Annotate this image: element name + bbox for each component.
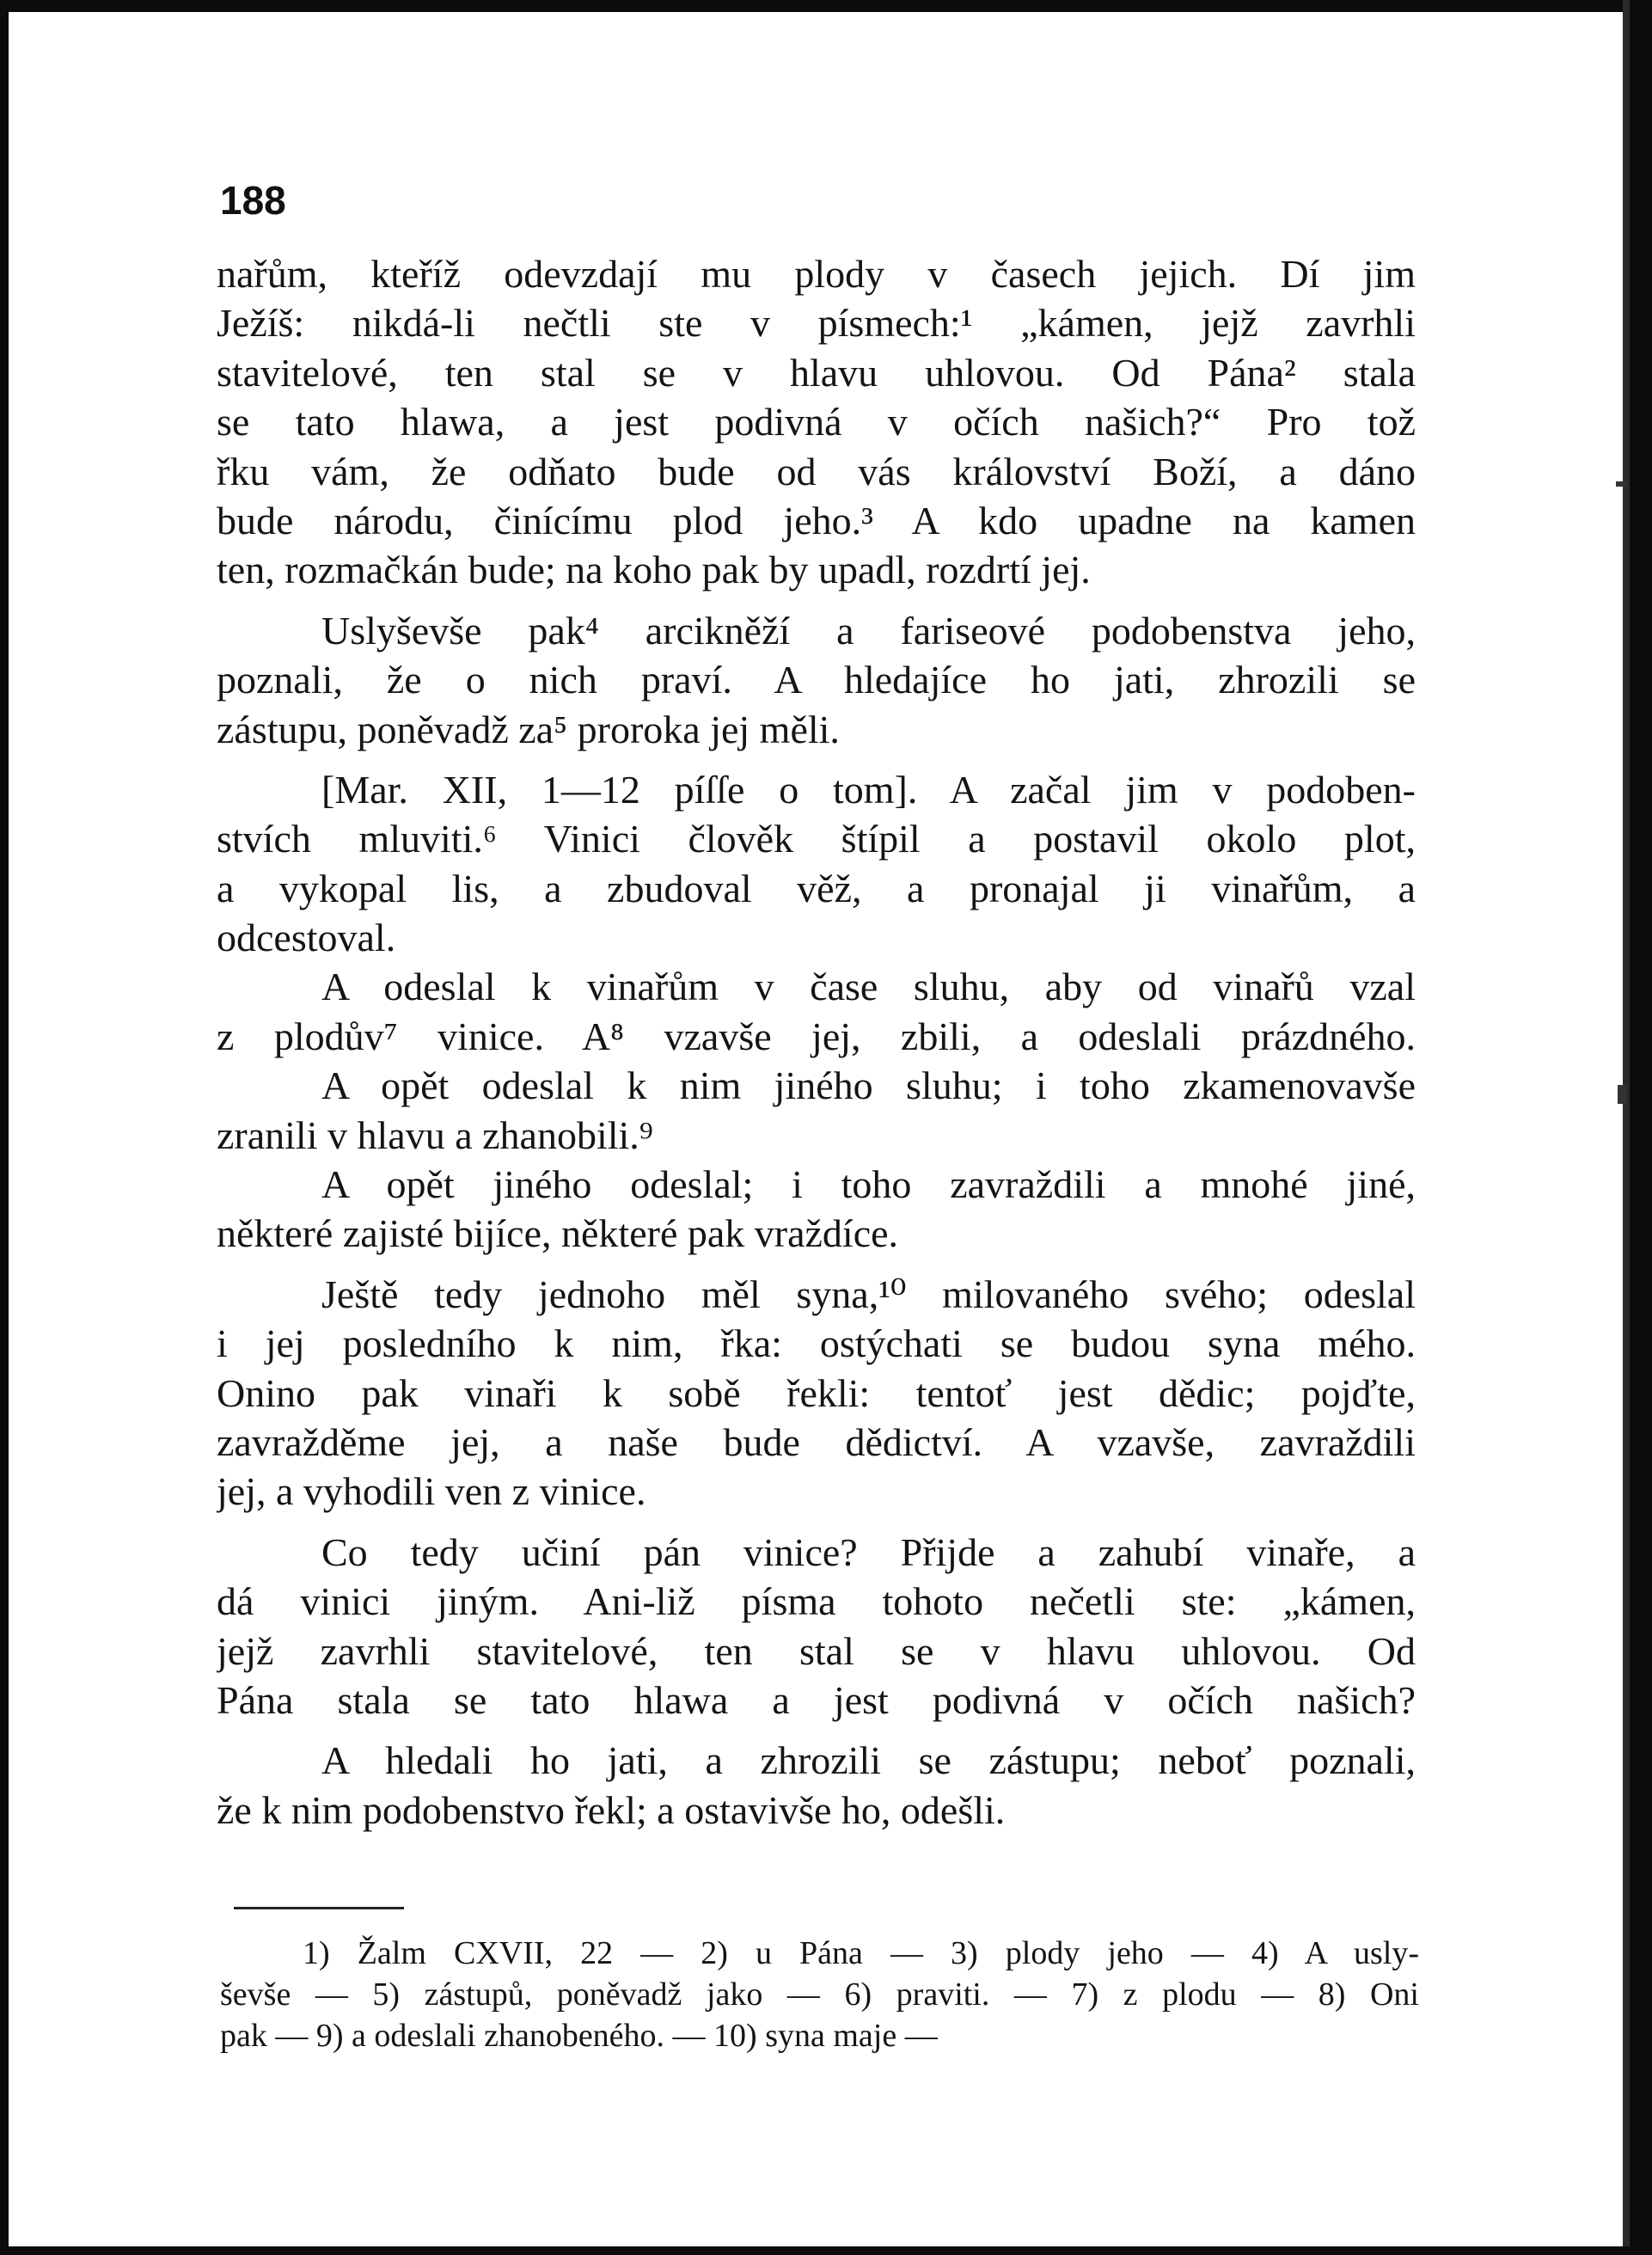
text-line: nařům, kteříž odevzdají mu plody v časech jejich. Dí jim bbox=[217, 252, 1416, 296]
text-line: Ještě tedy jednoho měl syna,¹⁰ milovaného svého; odeslal bbox=[321, 1272, 1416, 1316]
text-line: Pána stala se tato hlawa a jest podivná v očích našich? bbox=[217, 1677, 1416, 1722]
text-line: i jej posledního k nim, řka: ostýchati se budou syna mého. bbox=[217, 1321, 1416, 1366]
body-text bbox=[217, 249, 1416, 1835]
text-line: se tato hlawa, a jest podivná v očích našich?“ Pro tož bbox=[217, 400, 1416, 444]
text-line: a vykopal lis, a zbudoval věž, a pronajal ji vinařům, a bbox=[217, 866, 1416, 910]
scan-border-right-inner bbox=[1623, 0, 1630, 2255]
text-line: A hledali ho jati, a zhrozili se zástupu; neboť poznali, bbox=[321, 1738, 1416, 1783]
scan-border-top bbox=[0, 0, 1652, 12]
text-line: A opět jiného odeslal; i toho zavraždili a mnohé jiné, bbox=[321, 1162, 1416, 1207]
footnote-rule bbox=[234, 1907, 404, 1909]
text-line: odcestoval. bbox=[217, 916, 396, 960]
scan-border-right bbox=[1630, 0, 1652, 2255]
text-line: Uslyševše pak⁴ arcikněží a fariseové podobenstva jeho, bbox=[321, 608, 1416, 653]
text-line: [Mar. XII, 1—12 píſſe o tom]. A začal jim v podoben- bbox=[321, 767, 1416, 812]
footnotes bbox=[220, 1933, 1419, 2056]
footnote-line: pak — 9) a odeslali zhanobeného. — 10) syna maje — bbox=[220, 2018, 938, 2054]
text-line: z plodův⁷ vinice. A⁸ vzavše jej, zbili, a odeslali prázdného. bbox=[217, 1014, 1416, 1058]
text-line: dá vinici jiným. Ani-liž písma tohoto nečetli ste: „kámen, bbox=[217, 1579, 1416, 1624]
text-line: poznali, že o nich praví. A hledajíce ho jati, zhrozili se bbox=[217, 658, 1416, 702]
text-line: stvích mluviti.⁶ Vinici člověk štípil a postavil okolo plot, bbox=[217, 817, 1416, 861]
text-line: některé zajisté bijíce, některé pak vraždíce. bbox=[217, 1211, 899, 1256]
edge-mark bbox=[1618, 1085, 1626, 1104]
edge-mark bbox=[1616, 481, 1626, 487]
text-line: stavitelové, ten stal se v hlavu uhlovou. Od Pána² stala bbox=[217, 350, 1416, 395]
footnote-line: 1) Žalm CXVII, 22 — 2) u Pána — 3) plody jeho — 4) A usly- bbox=[303, 1935, 1419, 1971]
footnote-line: ševše — 5) zástupů, poněvadž jako — 6) praviti. — 7) z plodu — 8) Oni bbox=[220, 1976, 1419, 2013]
text-line: Onino pak vinaři k sobě řekli: tentoť jest dědic; pojďte, bbox=[217, 1370, 1416, 1415]
scan-border-bottom bbox=[0, 2246, 1652, 2255]
text-line: jejž zavrhli stavitelové, ten stal se v hlavu uhlovou. Od bbox=[217, 1628, 1416, 1673]
text-line: řku vám, že odňato bude od vás království Boží, a dáno bbox=[217, 449, 1416, 493]
text-line: A opět odeslal k nim jiného sluhu; i toho zkamenovavše bbox=[321, 1063, 1416, 1108]
scan-border-left bbox=[0, 0, 9, 2255]
text-line: jej, a vyhodili ven z vinice. bbox=[217, 1469, 646, 1514]
text-line: A odeslal k vinařům v čase sluhu, aby od vinařů vzal bbox=[321, 965, 1416, 1009]
text-line: zavražděme jej, a naše bude dědictví. A vzavše, zavraždili bbox=[217, 1419, 1416, 1464]
text-line: bude národu, činícímu plod jeho.³ A kdo upadne na kamen bbox=[217, 498, 1416, 542]
text-line: že k nim podobenstvo řekl; a ostavivše ho, odešli. bbox=[217, 1787, 1006, 1832]
page-number: 188 bbox=[220, 178, 286, 223]
text-line: ten, rozmačkán bude; na koho pak by upadl, rozdrtí jej. bbox=[217, 548, 1091, 592]
text-line: zranili v hlavu a zhanobili.⁹ bbox=[217, 1112, 653, 1157]
text-line: Ježíš: nikdá-li nečtli ste v písmech:¹ „kámen, jejž zavrhli bbox=[217, 301, 1416, 346]
text-line: zástupu, poněvadž za⁵ proroka jej měli. bbox=[217, 707, 840, 751]
text-line: Co tedy učiní pán vinice? Přijde a zahubí vinaře, a bbox=[321, 1529, 1416, 1574]
